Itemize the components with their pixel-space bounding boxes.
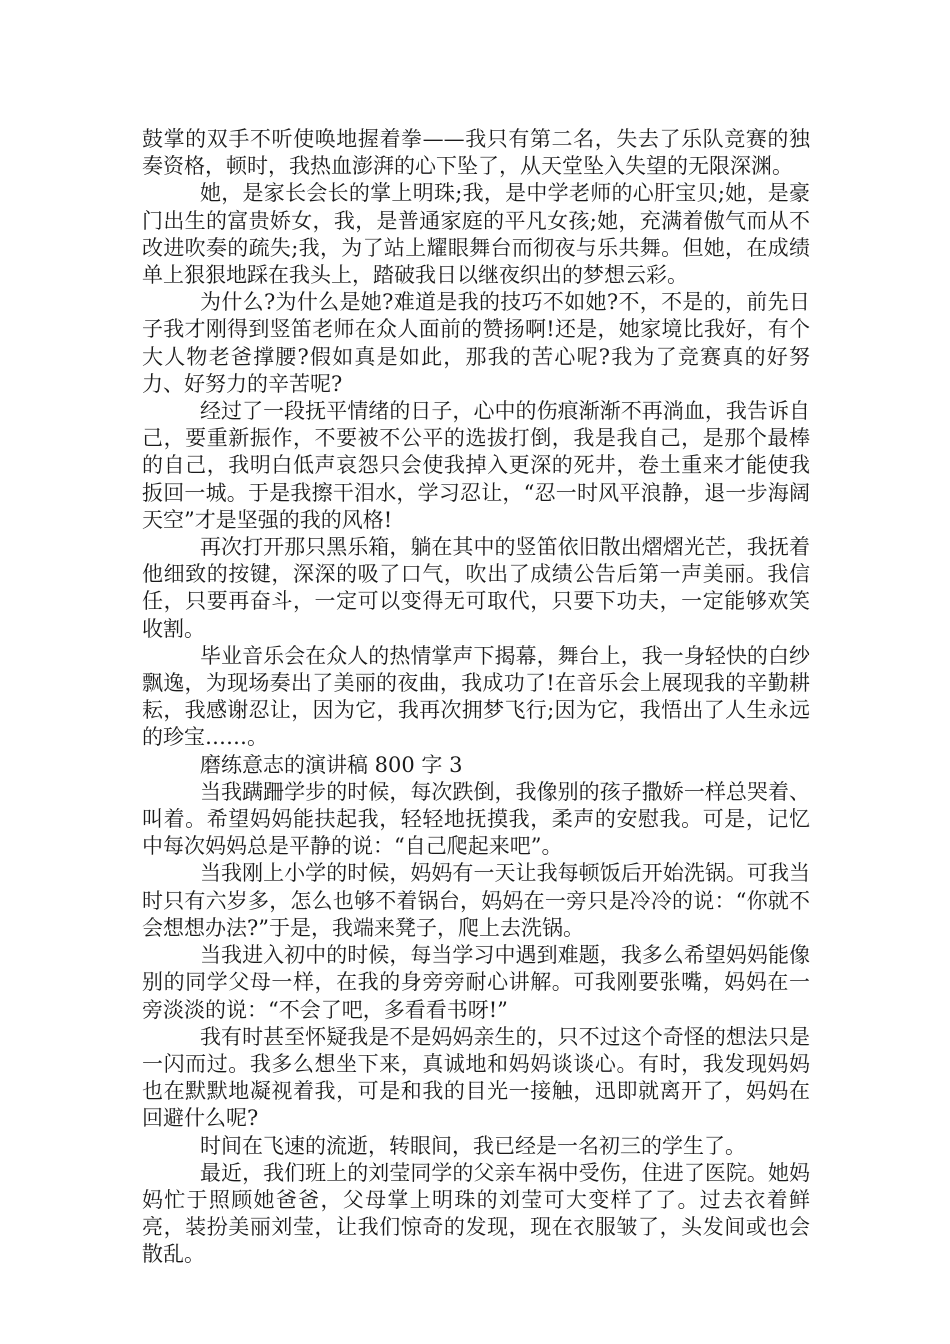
paragraph: 为什么?为什么是她?难道是我的技巧不如她?不，不是的，前先日子我才刚得到竖笛老师在众人面前的赞扬啊!还是，她家境比我好，有个大人物老爸撑腰?假如真是如此，那我的苦心呢?我为了竞赛真的好努力、好努力的辛苦呢? — [142, 290, 810, 396]
paragraph: 她，是家长会长的掌上明珠;我，是中学老师的心肝宝贝;她，是豪门出生的富贵娇女，我，是普通家庭的平凡女孩;她，充满着傲气而从不改进吹奏的疏失;我，为了站上耀眼舞台而彻夜与乐共舞。但她，在成绩单上狠狠地踩在我头上，踏破我日以继夜织出的梦想云彩。 — [142, 181, 810, 288]
paragraph: 再次打开那只黑乐箱，躺在其中的竖笛依旧散出熠熠光芒，我抚着他细致的按键，深深的吸了口气，吹出了成绩公告后第一声美丽。我信任，只要再奋斗，一定可以变得无可取代，只要下功夫，一定能够欢笑收割。 — [142, 535, 810, 641]
paragraph: 最近，我们班上的刘莹同学的父亲车祸中受伤，住进了医院。她妈妈忙于照顾她爸爸，父母掌上明珠的刘莹可大变样了了。过去衣着鲜亮，装扮美丽刘莹，让我们惊奇的发现，现在衣服皱了，头发间或也会散乱。 — [142, 1160, 810, 1267]
section-heading: 磨练意志的演讲稿 800 字 3 — [200, 752, 463, 777]
paragraph: 当我蹒跚学步的时候，每次跌倒，我像别的孩子撒娇一样总哭着、叫着。希望妈妈能扶起我，轻轻地抚摸我，柔声的安慰我。可是，记忆中每次妈妈总是平静的说：“自己爬起来吧”。 — [142, 779, 810, 859]
paragraph-continuation: 鼓掌的双手不听使唤地握着拳——我只有第二名，失去了乐队竞赛的独奏资格，顿时，我热血澎湃的心下坠了，从天堂坠入失望的无限深渊。 — [142, 127, 810, 179]
paragraph: 时间在飞速的流逝，转眼间，我已经是一名初三的学生了。 — [200, 1133, 746, 1158]
document-page — [142, 126, 810, 1269]
paragraph: 当我进入初中的时候，每当学习中遇到难题，我多么希望妈妈能像别的同学父母一样，在我的身旁旁耐心讲解。可我刚要张嘴，妈妈在一旁淡淡的说：“不会了吧，多看看书呀!” — [142, 943, 810, 1022]
paragraph: 当我刚上小学的时候，妈妈有一天让我每顿饭后开始洗锅。可我当时只有六岁多，怎么也够不着锅台，妈妈在一旁只是冷冷的说：“你就不会想想办法?”于是，我端来凳子，爬上去洗锅。 — [142, 861, 810, 940]
paragraph: 经过了一段抚平情绪的日子，心中的伤痕渐渐不再淌血，我告诉自己，要重新振作，不要被不公平的选拔打倒，我是我自己，是那个最棒的自己，我明白低声哀怨只会使我掉入更深的死井，卷土重来才能使我扳回一城。于是我擦干泪水，学习忍让，“忍一时风平浪静，退一步海阔天空”才是坚强的我的风格! — [142, 399, 810, 532]
paragraph: 我有时甚至怀疑我是不是妈妈亲生的，只不过这个奇怪的想法只是一闪而过。我多么想坐下来，真诚地和妈妈谈谈心。有时，我发现妈妈也在默默地凝视着我，可是和我的目光一接触，迅即就离开了，妈妈在回避什么呢? — [142, 1024, 810, 1131]
paragraph: 毕业音乐会在众人的热情掌声下揭幕，舞台上，我一身轻快的白纱飘逸，为现场奏出了美丽的夜曲，我成功了!在音乐会上展现我的辛勤耕耘，我感谢忍让，因为它，我再次拥梦飞行;因为它，我悟出了人生永远的珍宝……。 — [142, 643, 810, 750]
